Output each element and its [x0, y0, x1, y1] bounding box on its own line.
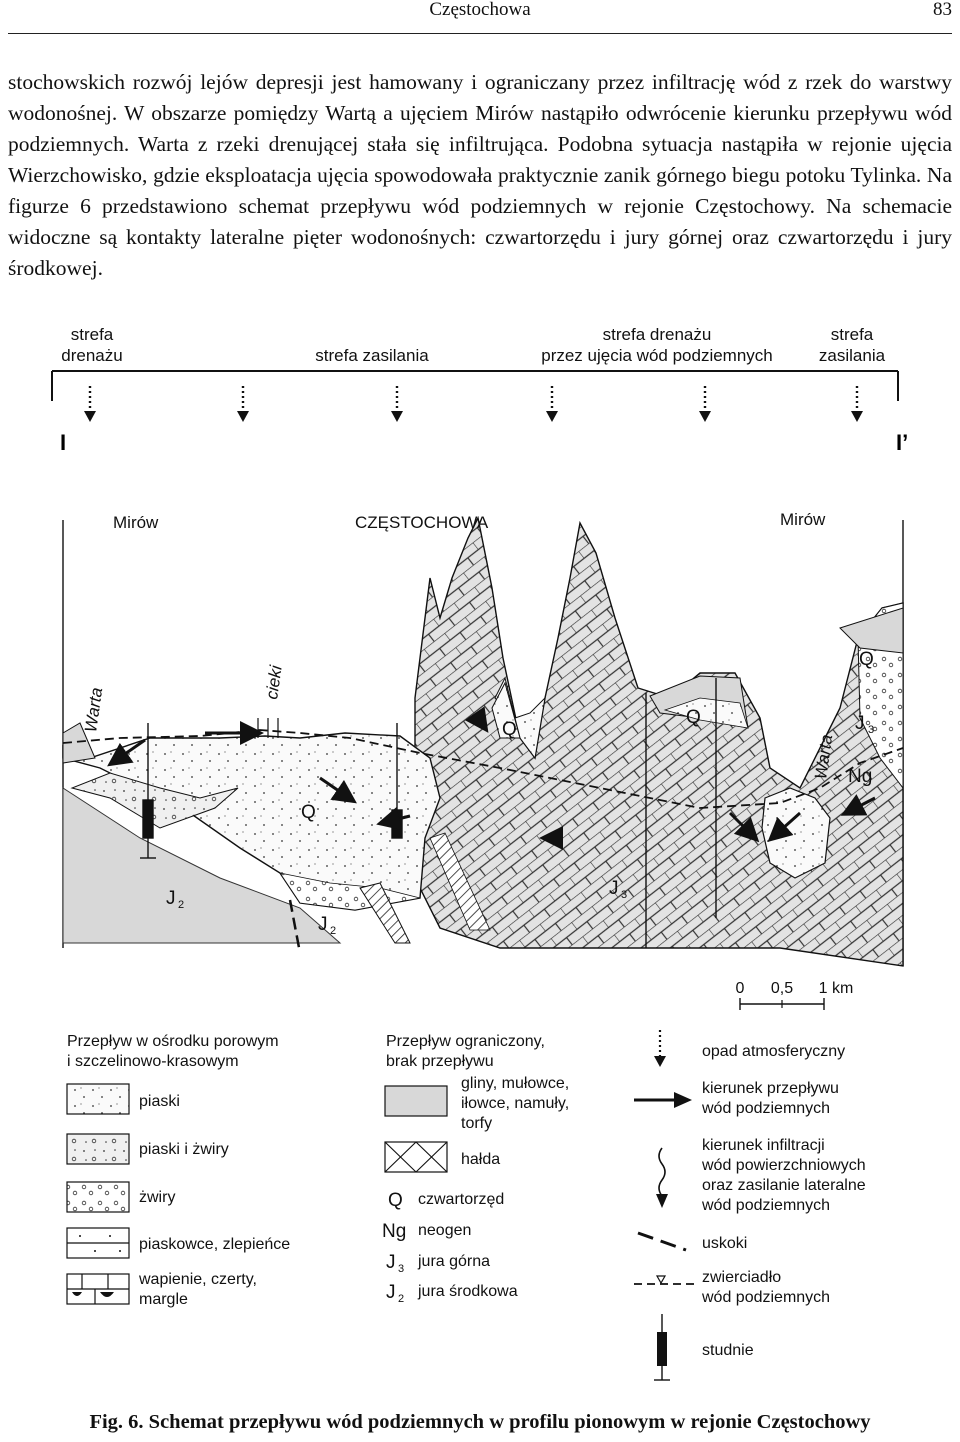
legend — [67, 1030, 866, 1380]
precipitation-arrows — [84, 386, 863, 422]
legend-label: torfy — [461, 1115, 493, 1132]
zone-header — [52, 325, 898, 401]
legend-label: jura górna — [418, 1253, 491, 1270]
unit-label: J — [318, 914, 328, 935]
legend-label: studnie — [702, 1342, 754, 1359]
legend-label: wapienie, czerty, — [139, 1271, 257, 1288]
legend-label: iłowce, namuły, — [461, 1095, 570, 1112]
rain-arrow-icon — [851, 386, 863, 422]
place-label: Mirów — [113, 513, 159, 532]
zone-label: drenażu — [61, 346, 123, 365]
rain-arrow-icon — [237, 386, 249, 422]
water-table-icon — [634, 1276, 694, 1284]
legend-label: wód powierzchniowych — [702, 1157, 866, 1174]
legend-swatch-sandstone — [67, 1228, 129, 1258]
cross-section — [63, 518, 903, 966]
flow-arrow-icon — [634, 1092, 692, 1108]
unit-label: Ng — [848, 766, 873, 787]
legend-label: hałda — [461, 1151, 501, 1168]
legend-symbol: J — [386, 1282, 396, 1303]
legend-label: żwiry — [139, 1189, 176, 1206]
zone-label: strefa — [70, 325, 114, 344]
river-label: Warta — [81, 686, 107, 734]
zone-label: strefa — [830, 325, 874, 344]
legend-label: margle — [139, 1291, 188, 1308]
running-head — [0, 0, 960, 34]
legend-heading: Przepływ ograniczony, — [386, 1033, 545, 1050]
place-label: CZĘSTOCHOWA — [355, 513, 489, 532]
unit-label: Q — [502, 719, 517, 740]
profile-start-marker: I — [60, 430, 67, 455]
unit-subscript: 3 — [621, 889, 628, 901]
rain-arrow-icon — [84, 386, 96, 422]
scale-tick-label: 1 km — [818, 980, 854, 997]
body-paragraph: stochowskich rozwój lejów depresji jest hamowany i ograniczany przez infiltrację wód z rzek do warstwy wodonośnej. W obszarze pomiędzy Wartą a ujęciem Mirów nastąpiło odwrócenie kierunku przepływu wód podziemnych. Warta z rzeki drenującej stała się infiltrująca. Podobna sytuacja nastąpiła w rejonie ujęcia Wierzchowisko, gdzie eksploatacja ujęcia spowodowała praktycznie zanik górnego biegu potoku Tylinka. Na figurze 6 przedstawiono schemat przepływu wód podziemnych w rejonie Częstochowy. Na schemacie widoczne są kontakty lateralne pięter wodonośnych: czwartorzędu i jury górnej oraz czwartorzędu i jury środkowej. — [8, 70, 952, 280]
legend-symbol: J — [386, 1252, 396, 1273]
legend-swatch-gravel — [67, 1182, 129, 1212]
rain-arrow-icon — [654, 1030, 666, 1067]
rain-arrow-icon — [391, 386, 403, 422]
legend-label: czwartorzęd — [418, 1191, 505, 1208]
legend-heading: brak przepływu — [386, 1053, 494, 1070]
legend-swatch-limestone — [67, 1274, 129, 1304]
page-number: 83 — [933, 0, 952, 20]
place-label: Mirów — [780, 510, 826, 529]
legend-subscript: 3 — [398, 1263, 405, 1275]
river-label: Warta — [811, 733, 837, 781]
unit-subscript: 3 — [868, 724, 875, 736]
legend-label: piaski i żwiry — [139, 1141, 229, 1158]
zone-label: przez ujęcia wód podziemnych — [541, 346, 773, 365]
legend-label: kierunek przepływu — [702, 1080, 839, 1097]
body-text — [8, 67, 952, 284]
unit-subscript: 2 — [178, 899, 185, 911]
header-rule — [8, 33, 952, 34]
legend-swatch-sand — [67, 1084, 129, 1114]
scale-bar — [736, 980, 854, 1010]
figure-6 — [0, 318, 960, 1403]
zone-label: strefa zasilania — [315, 346, 429, 365]
unit-label: J — [609, 878, 619, 899]
legend-label: piaski — [139, 1093, 180, 1110]
legend-label: wód podziemnych — [702, 1197, 831, 1214]
legend-label: zwierciadło — [702, 1269, 782, 1286]
running-title: Częstochowa — [429, 0, 531, 20]
legend-label: piaskowce, zlepieńce — [139, 1236, 291, 1253]
unit-label: J — [855, 713, 865, 734]
unit-label: Q — [686, 707, 701, 728]
scale-tick-label: 0,5 — [770, 980, 794, 997]
legend-label: gliny, mułowce, — [461, 1075, 570, 1092]
figure-caption: Fig. 6. Schemat przepływu wód podziemnych w profilu pionowym w rejonie Częstochowy — [89, 1411, 871, 1433]
legend-swatch-spoil-heap — [385, 1142, 447, 1172]
legend-label: jura środkowa — [418, 1283, 518, 1300]
legend-label: opad atmosferyczny — [702, 1043, 846, 1060]
profile-end-marker: I’ — [896, 430, 909, 455]
infiltration-arrow-icon — [656, 1148, 668, 1208]
legend-heading: i szczelinowo-krasowym — [67, 1053, 239, 1070]
legend-label: neogen — [418, 1222, 472, 1239]
zone-label: zasilania — [818, 346, 886, 365]
unit-label: J — [166, 888, 176, 909]
legend-symbol: Q — [388, 1190, 403, 1211]
legend-label: kierunek infiltracji — [702, 1137, 825, 1154]
unit-subscript: 2 — [330, 925, 337, 937]
legend-swatch-sand-gravel — [67, 1134, 129, 1164]
legend-symbol: Ng — [382, 1221, 407, 1242]
legend-subscript: 2 — [398, 1293, 405, 1305]
legend-heading: Przepływ w ośrodku porowym — [67, 1033, 279, 1050]
rain-arrow-icon — [546, 386, 558, 422]
legend-label: wód podziemnych — [702, 1100, 831, 1117]
unit-label: Q — [301, 802, 316, 823]
well-icon — [654, 1314, 670, 1380]
legend-swatch-clay — [385, 1086, 447, 1116]
stream-label: cieki — [262, 664, 286, 701]
legend-label: wód podziemnych — [702, 1289, 831, 1306]
legend-label: oraz zasilanie lateralne — [702, 1177, 866, 1194]
zone-label: strefa drenażu — [602, 325, 712, 344]
fault-icon — [638, 1233, 686, 1250]
rain-arrow-icon — [699, 386, 711, 422]
legend-label: uskoki — [702, 1235, 748, 1252]
scale-tick-label: 0 — [735, 980, 745, 997]
unit-label: Q — [859, 649, 874, 670]
